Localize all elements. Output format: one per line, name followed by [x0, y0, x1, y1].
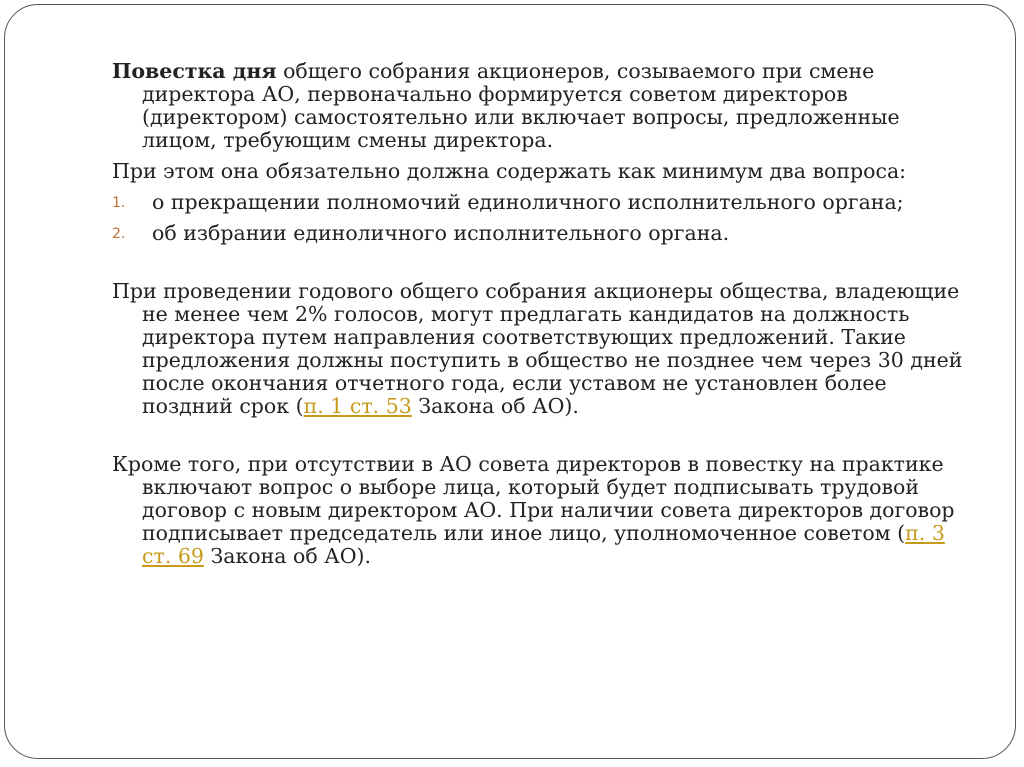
list-number-2: 2. — [112, 226, 126, 242]
slide-content — [112, 60, 972, 568]
agenda-bold-lead: Повестка дня — [112, 59, 277, 83]
list-text-1: о прекращении полномочий единоличного исполнительного органа; — [152, 190, 904, 214]
annual-meeting-text-end: Закона об АО). — [411, 394, 579, 418]
agenda-text: общего собрания акционеров, созываемого при смене директора АО, первоначально формируется советом директоров (директором) самостоятельно или включает вопросы, предложенные лицом, требующим смены директора. — [142, 59, 900, 152]
board-absence-text: Кроме того, при отсутствии в АО совета директоров в повестку на практике включают вопрос о выборе лица, который будет подписывать трудовой договор с новым директором АО. При наличии совета директоров договор подписывает председатель или иное лицо, уполномоченное советом ( — [112, 452, 955, 545]
list-item-2 — [112, 222, 972, 245]
list-item-1 — [112, 191, 972, 214]
law-link-article-69[interactable]: п. 3 ст. 69 — [142, 521, 945, 568]
list-text-2: об избрании единоличного исполнительного органа. — [152, 221, 730, 245]
board-absence-text-end: Закона об АО). — [203, 544, 372, 568]
board-absence-paragraph — [112, 453, 972, 568]
agenda-paragraph — [112, 60, 972, 152]
annual-meeting-paragraph — [112, 280, 972, 418]
annual-meeting-text: При проведении годового общего собрания акционеры общества, владеющие не менее чем 2% голосов, могут предлагать кандидатов на должность директора путем направления соответствующих предложений. Такие предложения должны поступить в общество не позднее чем через 30 дней после окончания отчетного года, если уставом не установлен более поздний срок ( — [112, 279, 963, 418]
requirement-paragraph: При этом она обязательно должна содержать как минимум два вопроса: — [112, 159, 907, 183]
law-link-article-53[interactable]: п. 1 ст. 53 — [303, 394, 412, 418]
list-number-1: 1. — [112, 195, 126, 211]
